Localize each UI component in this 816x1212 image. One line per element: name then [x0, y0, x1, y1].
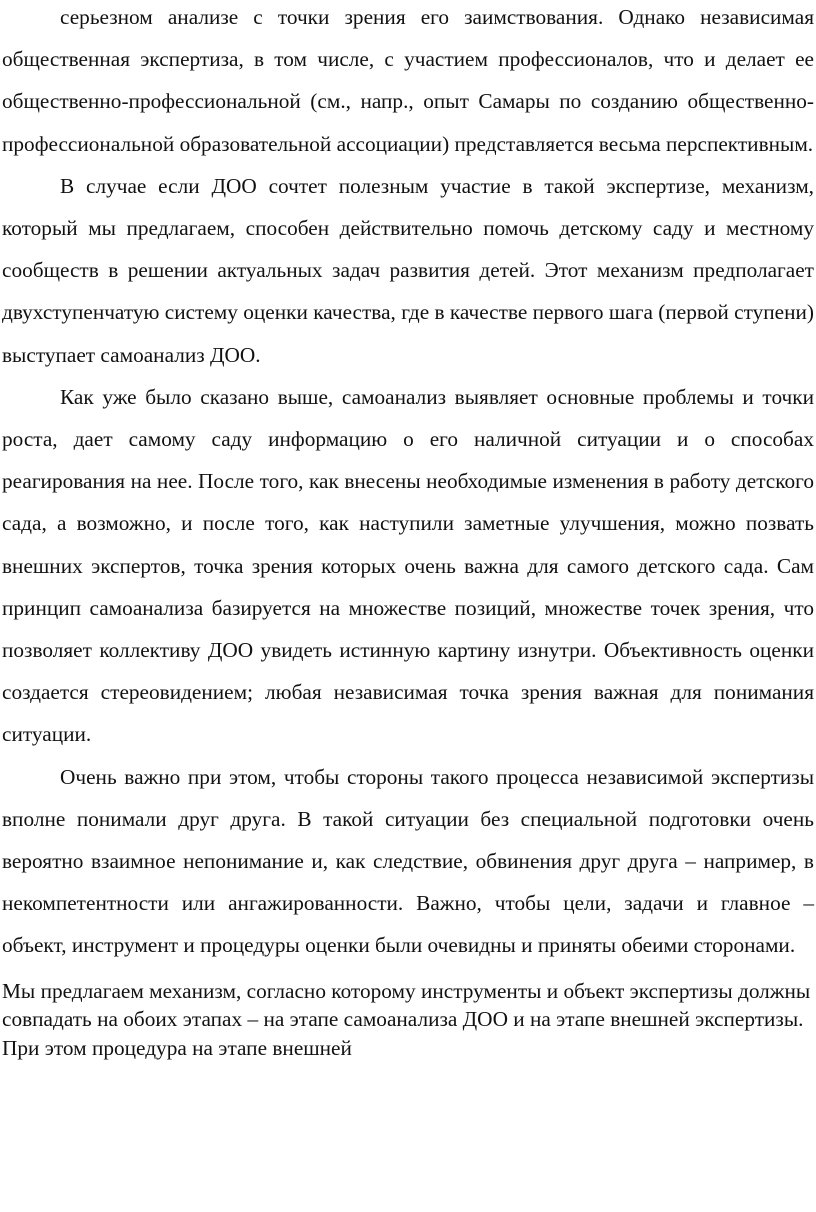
paragraph-mutual-understanding: Очень важно при этом, чтобы стороны такого процесса независимой экспертизы вполне понимали друг друга. В такой ситуации без специальной подготовки очень вероятно взаимное непонимание и, как следствие, обвинения друг друга – например, в некомпетентности или ангажированности. Важно, чтобы цели, задачи и главное – объект, инструмент и процедуры оценки были очевидны и приняты обеими сторонами. — [2, 764, 814, 958]
paragraph-proposal: Мы предлагаем механизм, согласно которому инструменты и объект экспертизы должны совпадать на обоих этапах – на этапе самоанализа ДОО и на этапе внешней экспертизы. При этом процедура на этапе внешней — [2, 978, 811, 1060]
paragraph-continuation: серьезном анализе с точки зрения его заимствования. Однако независимая общественная экспертиза, в том числе, с участием профессионалов, что и делает ее общественно-профессиональной (см., напр., опыт Самары по созданию общественно-профессиональной образовательной ассоциации) представляется весьма перспективным. — [2, 5, 814, 156]
paragraph-self-analysis: Как уже было сказано выше, самоанализ выявляет основные проблемы и точки роста, дает самому саду информацию о его наличной ситуации и о способах реагирования на нее. После того, как внесены необходимые изменения в работу детского сада, а возможно, и после того, как наступили заметные улучшения, можно позвать внешних экспертов, точка зрения которых очень важна для самого детского сада. Сам принцип самоанализа базируется на множестве позиций, множестве точек зрения, что позволяет коллективу ДОО увидеть истинную картину изнутри. Объективность оценки создается стереовидением; любая независимая точка зрения важная для понимания ситуации. — [2, 384, 814, 747]
paragraph-mechanism: В случае если ДОО сочтет полезным участие в такой экспертизе, механизм, который мы предлагаем, способен действительно помочь детскому саду и местному сообществ в решении актуальных задач развития детей. Этот механизм предполагает двухступенчатую систему оценки качества, где в качестве первого шага (первой ступени) выступает самоанализ ДОО. — [2, 173, 814, 367]
